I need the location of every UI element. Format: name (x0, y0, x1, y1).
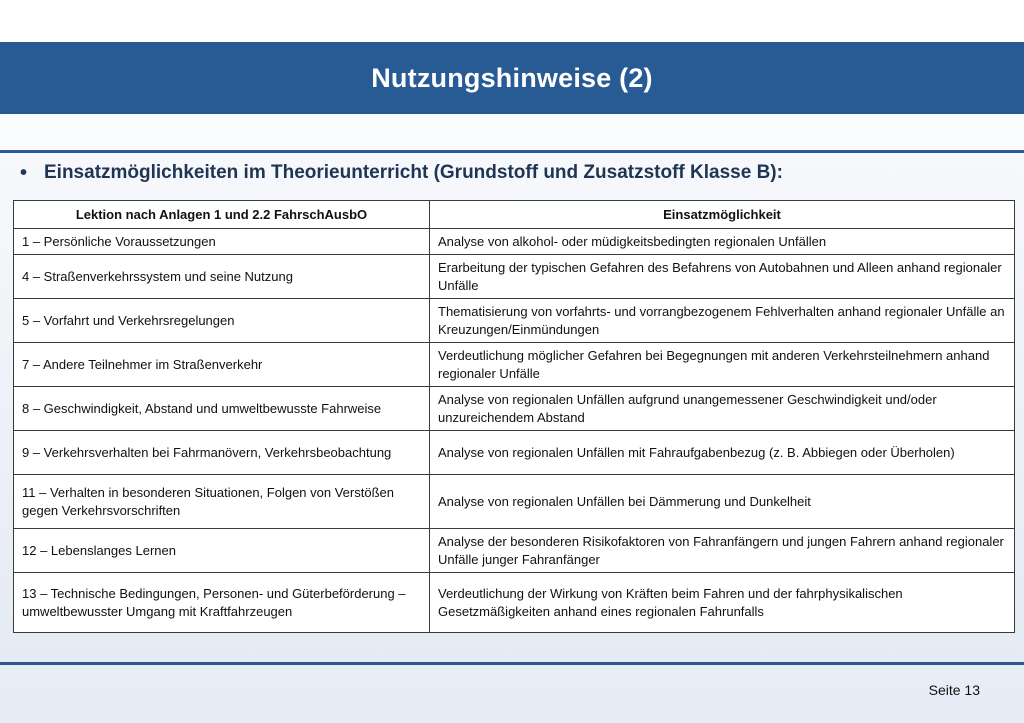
usage-cell: Erarbeitung der typischen Gefahren des Befahrens von Autobahnen und Alleen anhand regionaler Unfälle (430, 255, 1015, 299)
table-row (14, 475, 1015, 529)
table-row (14, 299, 1015, 343)
table-row (14, 529, 1015, 573)
bullet-icon: • (20, 162, 28, 184)
bullet-text: Einsatzmöglichkeiten im Theorieunterricht (Grundstoff und Zusatzstoff Klasse B): (44, 162, 783, 183)
table-row (14, 255, 1015, 299)
table-row (14, 229, 1015, 255)
slide-title: Nutzungshinweise (2) (371, 62, 653, 93)
table-row (14, 573, 1015, 633)
header-usage: Einsatzmöglichkeit (430, 201, 1015, 229)
usage-table (13, 200, 1015, 633)
usage-cell: Analyse von regionalen Unfällen bei Dämmerung und Dunkelheit (430, 475, 1015, 529)
lesson-cell: 13 – Technische Bedingungen, Personen- und Güterbeförderung – umweltbewusster Umgang mit Kraftfahrzeugen (14, 573, 430, 633)
table-row (14, 343, 1015, 387)
usage-cell: Analyse von regionalen Unfällen mit Fahraufgabenbezug (z. B. Abbiegen oder Überholen) (430, 431, 1015, 475)
table-row (14, 387, 1015, 431)
lesson-cell: 5 – Vorfahrt und Verkehrsregelungen (14, 299, 430, 343)
bottom-divider (0, 662, 1024, 665)
page-number: Seite 13 (928, 682, 980, 698)
bullet-point (20, 158, 1010, 188)
usage-cell: Verdeutlichung der Wirkung von Kräften beim Fahren und der fahrphysikalischen Gesetzmäßigkeiten anhand eines regionalen Fahrunfalls (430, 573, 1015, 633)
table-row (14, 431, 1015, 475)
usage-cell: Verdeutlichung möglicher Gefahren bei Begegnungen mit anderen Verkehrsteilnehmern anhand regionaler Unfälle (430, 343, 1015, 387)
table-header-row (14, 201, 1015, 229)
lesson-cell: 1 – Persönliche Voraussetzungen (14, 229, 430, 255)
usage-cell: Analyse von regionalen Unfällen aufgrund unangemessener Geschwindigkeit und/oder unzureichendem Abstand (430, 387, 1015, 431)
lesson-cell: 11 – Verhalten in besonderen Situationen, Folgen von Verstößen gegen Verkehrsvorschriften (14, 475, 430, 529)
title-bar (0, 42, 1024, 114)
usage-cell: Thematisierung von vorfahrts- und vorrangbezogenem Fehlverhalten anhand regionaler Unfälle an Kreuzungen/Einmündungen (430, 299, 1015, 343)
lesson-cell: 12 – Lebenslanges Lernen (14, 529, 430, 573)
lesson-cell: 8 – Geschwindigkeit, Abstand und umweltbewusste Fahrweise (14, 387, 430, 431)
lesson-cell: 4 – Straßenverkehrssystem und seine Nutzung (14, 255, 430, 299)
usage-cell: Analyse von alkohol- oder müdigkeitsbedingten regionalen Unfällen (430, 229, 1015, 255)
lesson-cell: 9 – Verkehrsverhalten bei Fahrmanövern, Verkehrsbeobachtung (14, 431, 430, 475)
lesson-cell: 7 – Andere Teilnehmer im Straßenverkehr (14, 343, 430, 387)
usage-cell: Analyse der besonderen Risikofaktoren von Fahranfängern und jungen Fahrern anhand regionaler Unfälle junger Fahranfänger (430, 529, 1015, 573)
header-lesson: Lektion nach Anlagen 1 und 2.2 FahrschAusbO (14, 201, 430, 229)
